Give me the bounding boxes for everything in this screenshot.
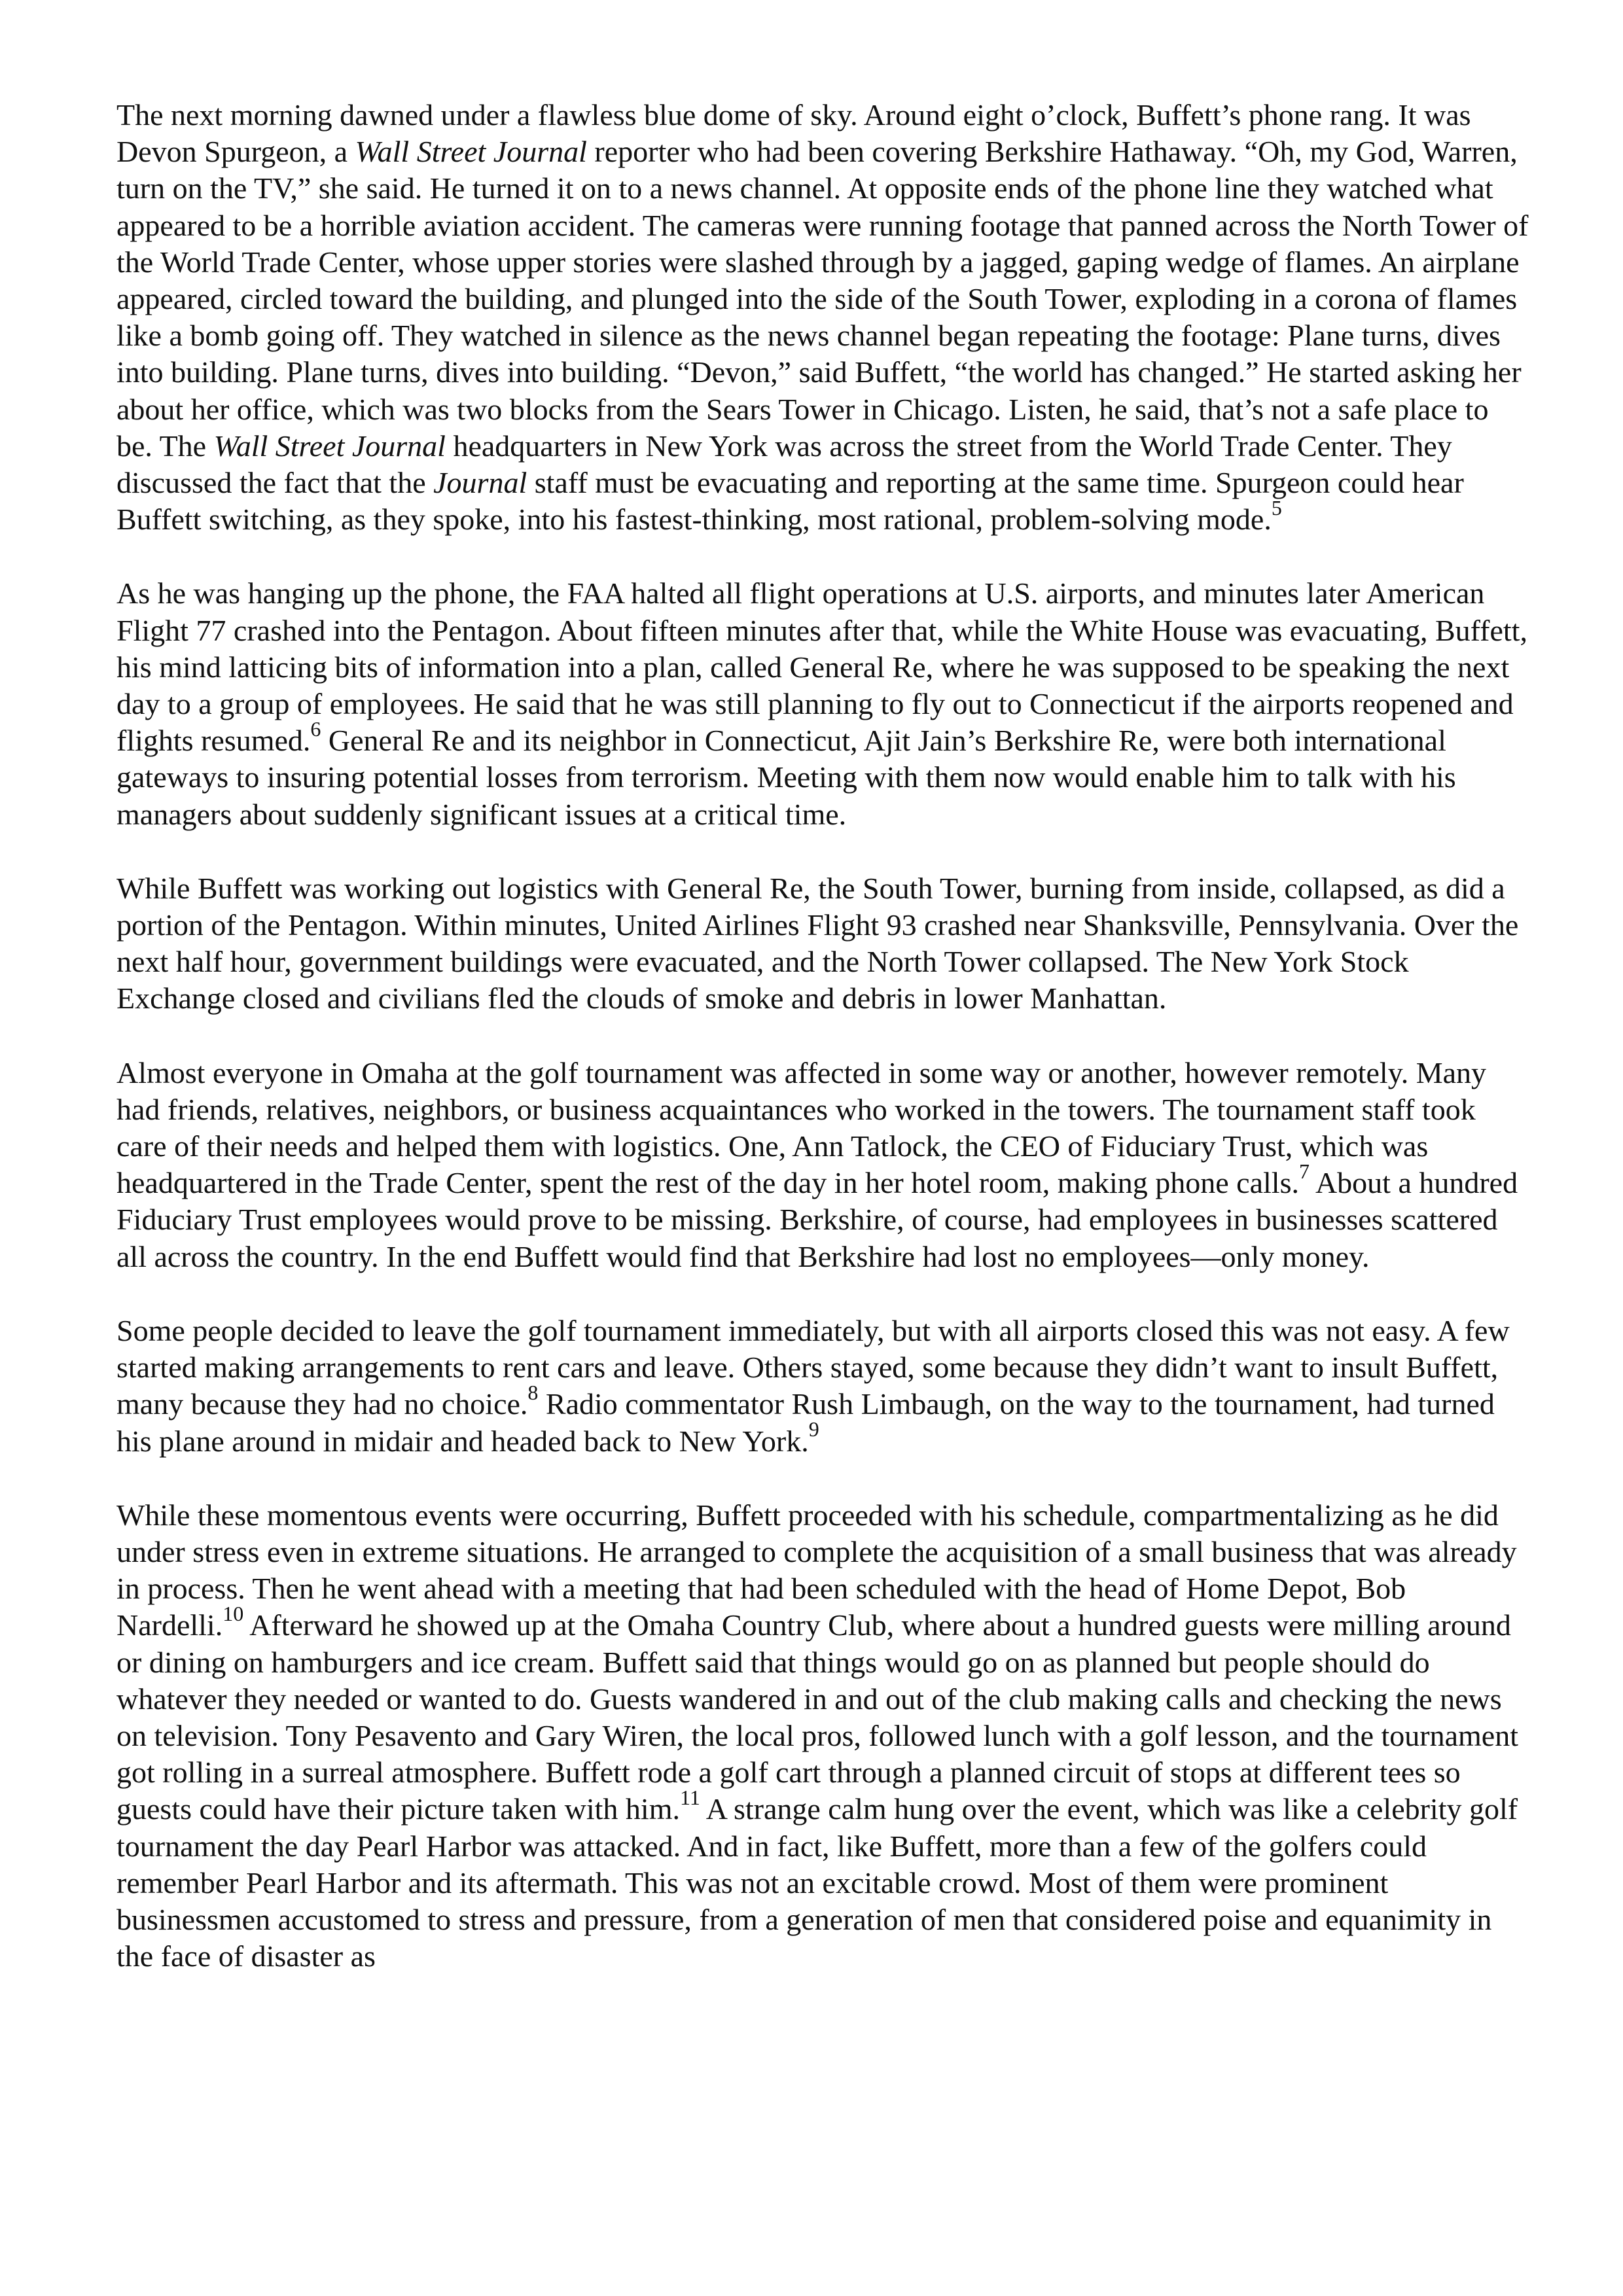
italic-text: Wall Street Journal <box>213 429 446 463</box>
document-page <box>116 97 1530 1975</box>
text-run: Almost everyone in Omaha at the golf tournament was affected in some way or another, however remotely. Many had friends, relatives, neighbors, or business acquaintances who worked in the towers. The tournament staff took care of their needs and helped them with logistics. One, Ann Tatlock, the CEO of Fiduciary Trust, which was headquartered in the Trade Center, spent the rest of the day in her hotel room, making phone calls. <box>116 1055 1487 1200</box>
text-run: While Buffett was working out logistics with General Re, the South Tower, burning from inside, collapsed, as did a portion of the Pentagon. Within minutes, United Airlines Flight 93 crashed near Shanksville, Pennsylvania. Over the next half hour, government buildings were evacuated, and the North Tower collapsed. The New York Stock Exchange closed and civilians fled the clouds of smoke and debris in lower Manhattan. <box>116 871 1519 1016</box>
paragraph <box>116 870 1530 1017</box>
text-run: Radio commentator Rush Limbaugh, on the way to the tournament, had turned his plane around in midair and headed back to New York. <box>116 1387 1495 1458</box>
footnote-marker: 9 <box>808 1417 819 1441</box>
footnote-marker: 11 <box>680 1786 700 1809</box>
text-run: The next morning dawned under a flawless blue dome of sky. Around eight o’clock, Buffett’s phone rang. It was Devon Spurgeon, a <box>116 98 1471 169</box>
paragraph <box>116 1055 1530 1275</box>
text-run: As he was hanging up the phone, the FAA halted all flight operations at U.S. airports, and minutes later American Flight 77 crashed into the Pentagon. About fifteen minutes after that, while the White House was evacuating, Buffett, his mind latticing bits of information into a plan, called General Re, where he was supposed to be speaking the next day to a group of employees. He said that he was still planning to fly out to Connecticut if the airports reopened and flights resumed. <box>116 576 1527 758</box>
footnote-marker: 7 <box>1298 1159 1310 1183</box>
text-run: staff must be evacuating and reporting at the same time. Spurgeon could hear Buffett switching, as they spoke, into his fastest-thinking, most rational, problem-solving mode. <box>116 466 1464 537</box>
footnote-marker: 8 <box>527 1380 539 1404</box>
footnote-marker: 5 <box>1271 495 1282 520</box>
italic-text: Journal <box>433 466 527 500</box>
paragraph <box>116 575 1530 832</box>
text-run: General Re and its neighbor in Connecticut, Ajit Jain’s Berkshire Re, were both international gateways to insuring potential losses from terrorism. Meeting with them now would enable him to talk with his managers about suddenly significant issues at a critical time. <box>116 724 1456 831</box>
paragraph <box>116 97 1530 538</box>
text-run: headquarters in New York was across the street from the World Trade Center. They discussed the fact that the <box>116 429 1452 500</box>
footnote-marker: 10 <box>223 1601 244 1625</box>
paragraph <box>116 1313 1530 1460</box>
italic-text: Wall Street Journal <box>355 135 587 169</box>
text-run: About a hundred Fiduciary Trust employees would prove to be missing. Berkshire, of course, had employees in businesses scattered all across the country. In the end Buffett would find that Berkshire had lost no employees—only money. <box>116 1166 1518 1273</box>
text-run: A strange calm hung over the event, which was like a celebrity golf tournament the day Pearl Harbor was attacked. And in fact, like Buffett, more than a few of the golfers could remember Pearl Harbor and its aftermath. This was not an excitable crowd. Most of them were prominent businessmen accustomed to stress and pressure, from a generation of men that considered poise and equanimity in the face of disaster as <box>116 1792 1518 1973</box>
text-run: While these momentous events were occurring, Buffett proceeded with his schedule, compartmentalizing as he did under stress even in extreme situations. He arranged to complete the acquisition of a small business that was already in process. Then he went ahead with a meeting that had been scheduled with the head of Home Depot, Bob Nardelli. <box>116 1498 1517 1642</box>
paragraph <box>116 1497 1530 1975</box>
footnote-marker: 6 <box>310 716 321 741</box>
text-run: Afterward he showed up at the Omaha Country Club, where about a hundred guests were milling around or dining on hamburgers and ice cream. Buffett said that things would go on as planned but people should do whatever they needed or wanted to do. Guests wandered in and out of the club making calls and checking the news on television. Tony Pesavento and Gary Wiren, the local pros, followed lunch with a golf lesson, and the tournament got rolling in a surreal atmosphere. Buffett rode a golf cart through a planned circuit of stops at different tees so guests could have their picture taken with him. <box>116 1608 1518 1826</box>
text-run: reporter who had been covering Berkshire Hathaway. “Oh, my God, Warren, turn on the TV,” she said. He turned it on to a news channel. At opposite ends of the phone line they watched what appeared to be a horrible aviation accident. The cameras were running footage that panned across the North Tower of the World Trade Center, whose upper stories were slashed through by a jagged, gaping wedge of flames. An airplane appeared, circled toward the building, and plunged into the side of the South Tower, exploding in a corona of flames like a bomb going off. They watched in silence as the news channel began repeating the footage: Plane turns, dives into building. Plane turns, dives into building. “Devon,” said Buffett, “the world has changed.” He started asking her about her office, which was two blocks from the Sears Tower in Chicago. Listen, he said, that’s not a safe place to be. The <box>116 135 1529 463</box>
text-run: Some people decided to leave the golf tournament immediately, but with all airports closed this was not easy. A few started making arrangements to rent cars and leave. Others stayed, some because they didn’t want to insult Buffett, many because they had no choice. <box>116 1313 1510 1421</box>
